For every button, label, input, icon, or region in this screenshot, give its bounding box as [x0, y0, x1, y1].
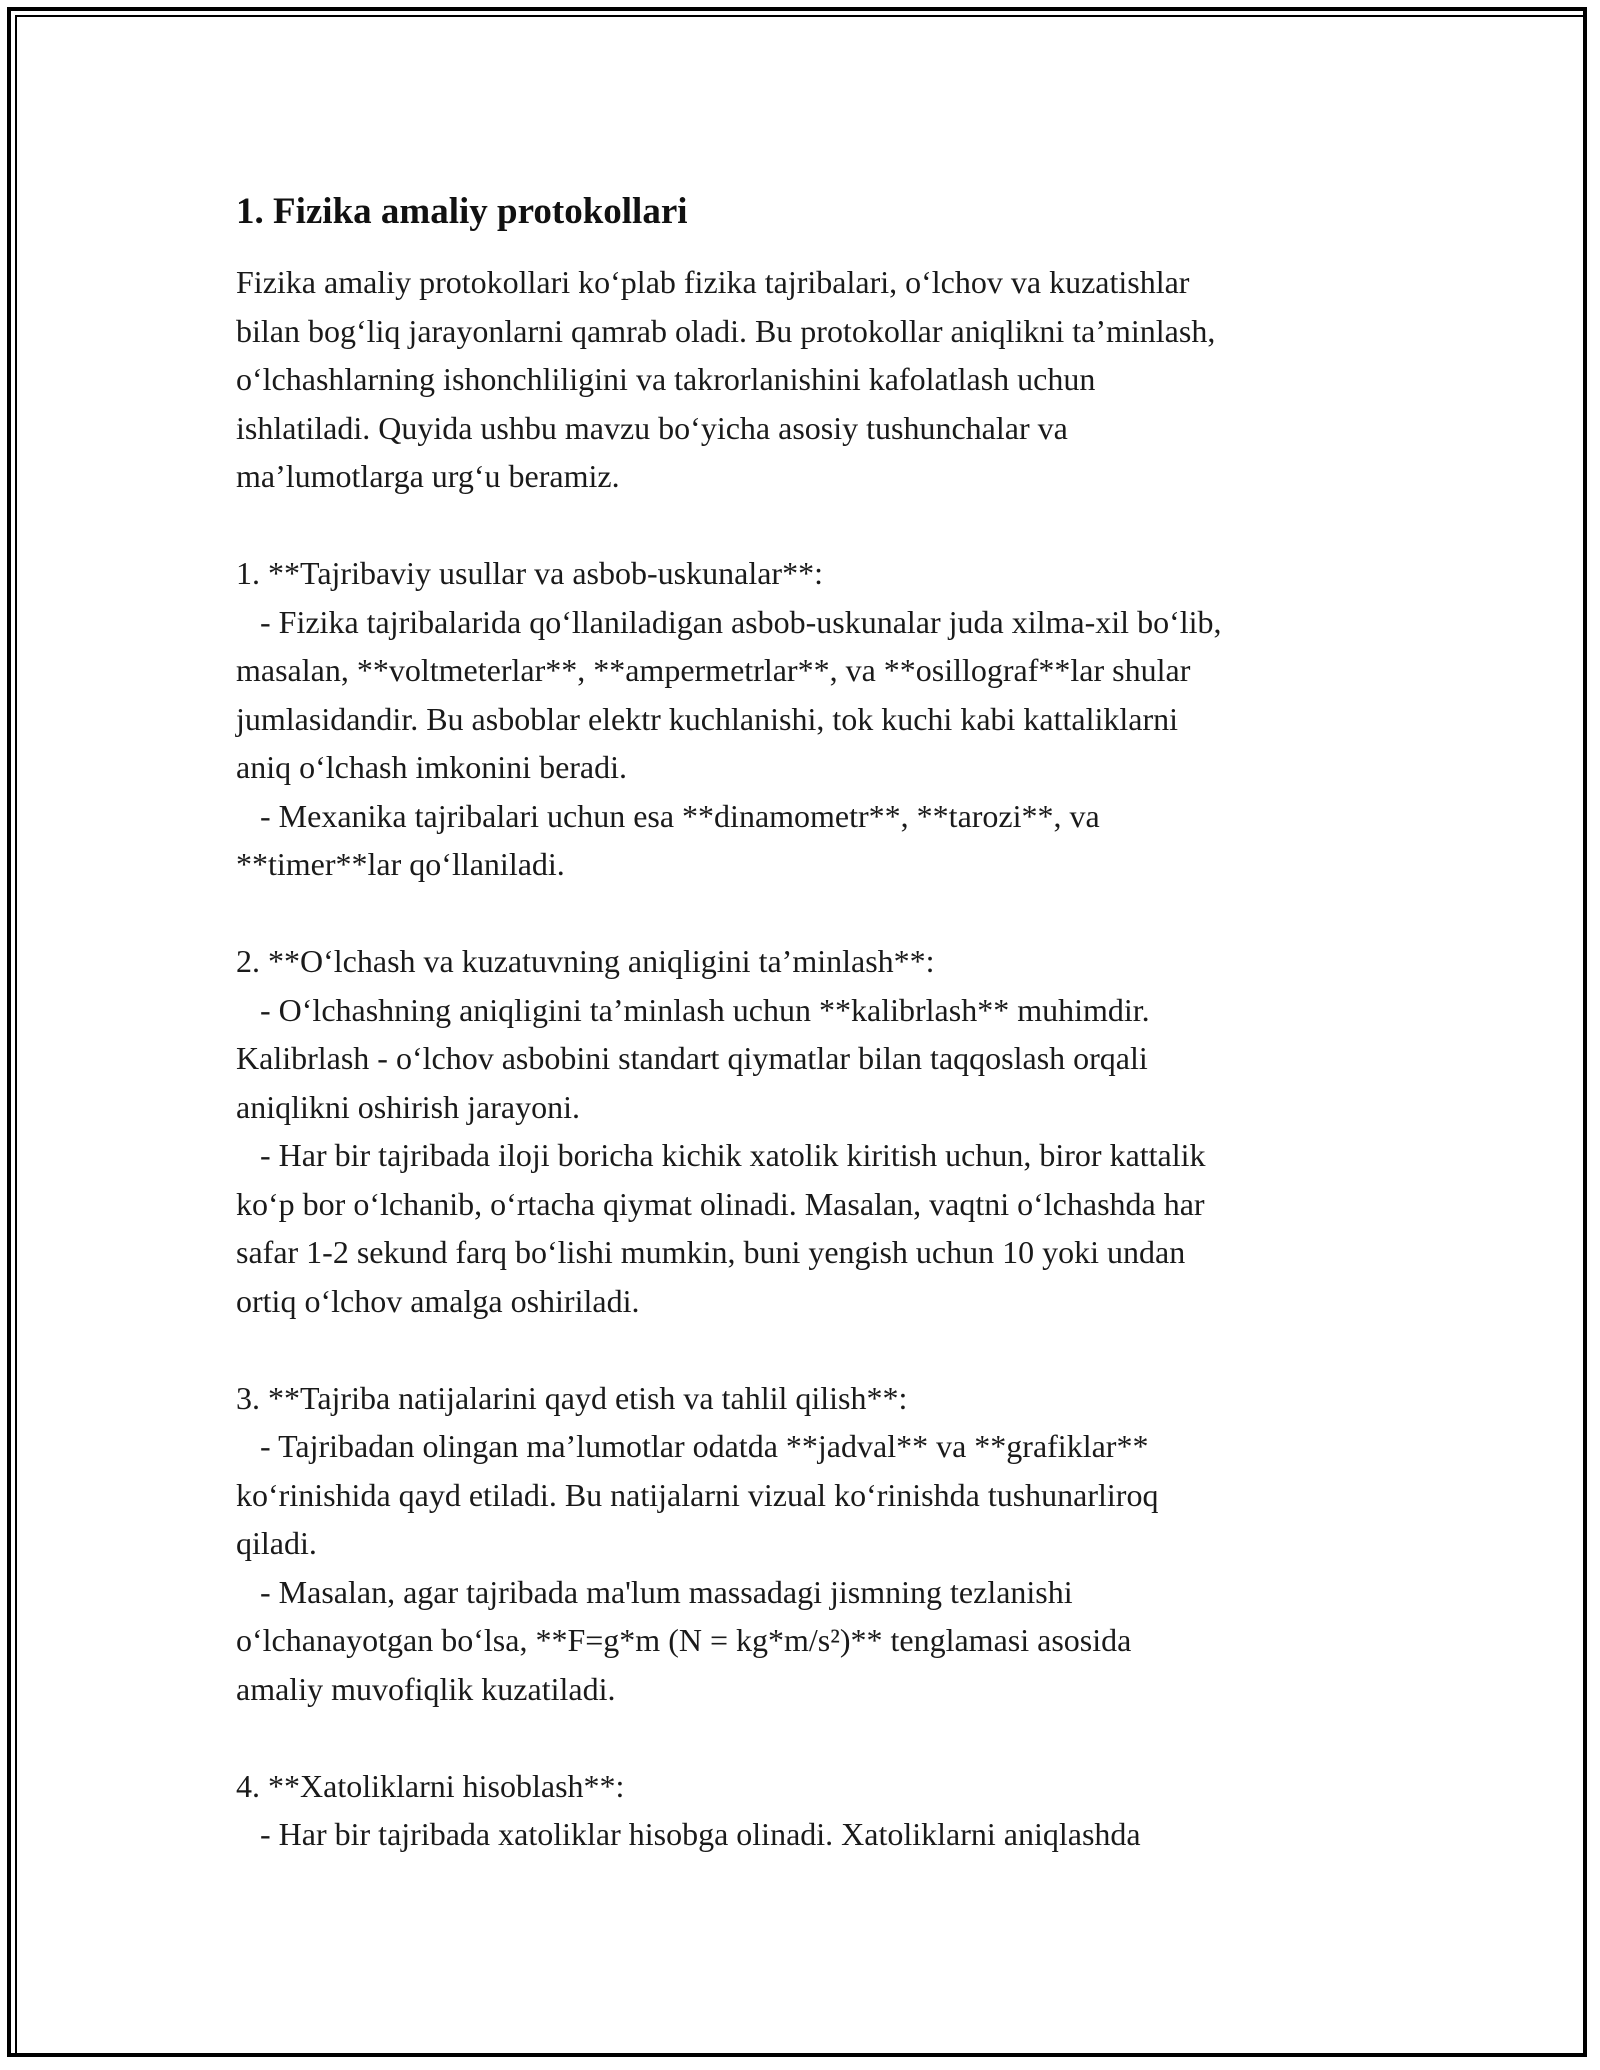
section-4-paragraph: [236, 1762, 1396, 1859]
text-line: 2. **O‘lchash va kuzatuvning aniqligini ta’minlash**:: [236, 943, 935, 979]
paragraph-spacer: [236, 501, 1396, 550]
paragraph-spacer: [236, 889, 1396, 938]
text-line: - O‘lchashning aniqligini ta’minlash uchun **kalibrlash** muhimdir.: [236, 991, 1150, 1028]
text-line: aniqlikni oshirish jarayoni.: [236, 1088, 580, 1125]
text-line: masalan, **voltmeterlar**, **ampermetrlar**, va **osillograf**lar shular: [236, 652, 1191, 688]
text-line: 1. **Tajribaviy usullar va asbob-uskunalar**:: [236, 555, 823, 591]
text-line: o‘lchashlarning ishonchliligini va takrorlanishini kafolatlash uchun: [236, 361, 1096, 397]
text-line: - Mexanika tajribalari uchun esa **dinamometr**, **tarozi**, va: [236, 797, 1100, 834]
paragraph-spacer: [236, 1325, 1396, 1374]
text-line: - Tajribadan olingan ma’lumotlar odatda **jadval** va **grafiklar**: [236, 1428, 1149, 1464]
text-line: amaliy muvofiqlik kuzatiladi.: [236, 1670, 616, 1707]
text-line: - Masalan, agar tajribada ma'lum massadagi jismning tezlanishi: [236, 1573, 1073, 1610]
section-heading: 1. Fizika amaliy protokollari: [236, 191, 688, 232]
paragraph-spacer: [236, 1713, 1396, 1762]
text-line: ko‘rinishida qayd etiladi. Bu natijalarni vizual ko‘rinishda tushunarliroq: [236, 1476, 1159, 1513]
text-line: qiladi.: [236, 1525, 317, 1561]
section-2-paragraph: [236, 937, 1396, 1325]
text-line: aniq o‘lchash imkonini beradi.: [236, 749, 628, 785]
section-3-paragraph: [236, 1374, 1396, 1714]
text-line: Fizika amaliy protokollari ko‘plab fizika tajribalari, o‘lchov va kuzatishlar: [236, 264, 1190, 300]
text-line: ishlatiladi. Quyida ushbu mavzu bo‘yicha asosiy tushunchalar va: [236, 409, 1068, 446]
intro-paragraph: [236, 258, 1396, 501]
text-line: 4. **Xatoliklarni hisoblash**:: [236, 1767, 625, 1804]
text-line: - Har bir tajribada iloji boricha kichik xatolik kiritish uchun, biror kattalik: [236, 1137, 1206, 1173]
text-line: ma’lumotlarga urg‘u beramiz.: [236, 458, 620, 494]
document-body: [236, 188, 1396, 1859]
text-line: bilan bog‘liq jarayonlarni qamrab oladi. Bu protokollar aniqlikni ta’minlash,: [236, 312, 1216, 349]
text-line: Kalibrlash - o‘lchov asbobini standart qiymatlar bilan taqqoslash orqali: [236, 1040, 1148, 1076]
text-line: o‘lchanayotgan bo‘lsa, **F=g*m (N = kg*m/s²)** tenglamasi asosida: [236, 1622, 1132, 1658]
text-line: ko‘p bor o‘lchanib, o‘rtacha qiymat olinadi. Masalan, vaqtni o‘lchashda har: [236, 1185, 1205, 1222]
text-line: **timer**lar qo‘llaniladi.: [236, 846, 565, 882]
text-line: 3. **Tajriba natijalarini qayd etish va tahlil qilish**:: [236, 1379, 908, 1416]
text-line: - Har bir tajribada xatoliklar hisobga olinadi. Xatoliklarni aniqlashda: [236, 1816, 1141, 1852]
text-line: ortiq o‘lchov amalga oshiriladi.: [236, 1282, 640, 1319]
text-line: jumlasidandir. Bu asboblar elektr kuchlanishi, tok kuchi kabi kattaliklarni: [236, 700, 1179, 737]
text-line: safar 1-2 sekund farq bo‘lishi mumkin, buni yengish uchun 10 yoki undan: [236, 1234, 1186, 1270]
text-line: - Fizika tajribalarida qo‘llaniladigan asbob-uskunalar juda xilma-xil bo‘lib,: [236, 603, 1222, 640]
section-1-paragraph: [236, 549, 1396, 889]
